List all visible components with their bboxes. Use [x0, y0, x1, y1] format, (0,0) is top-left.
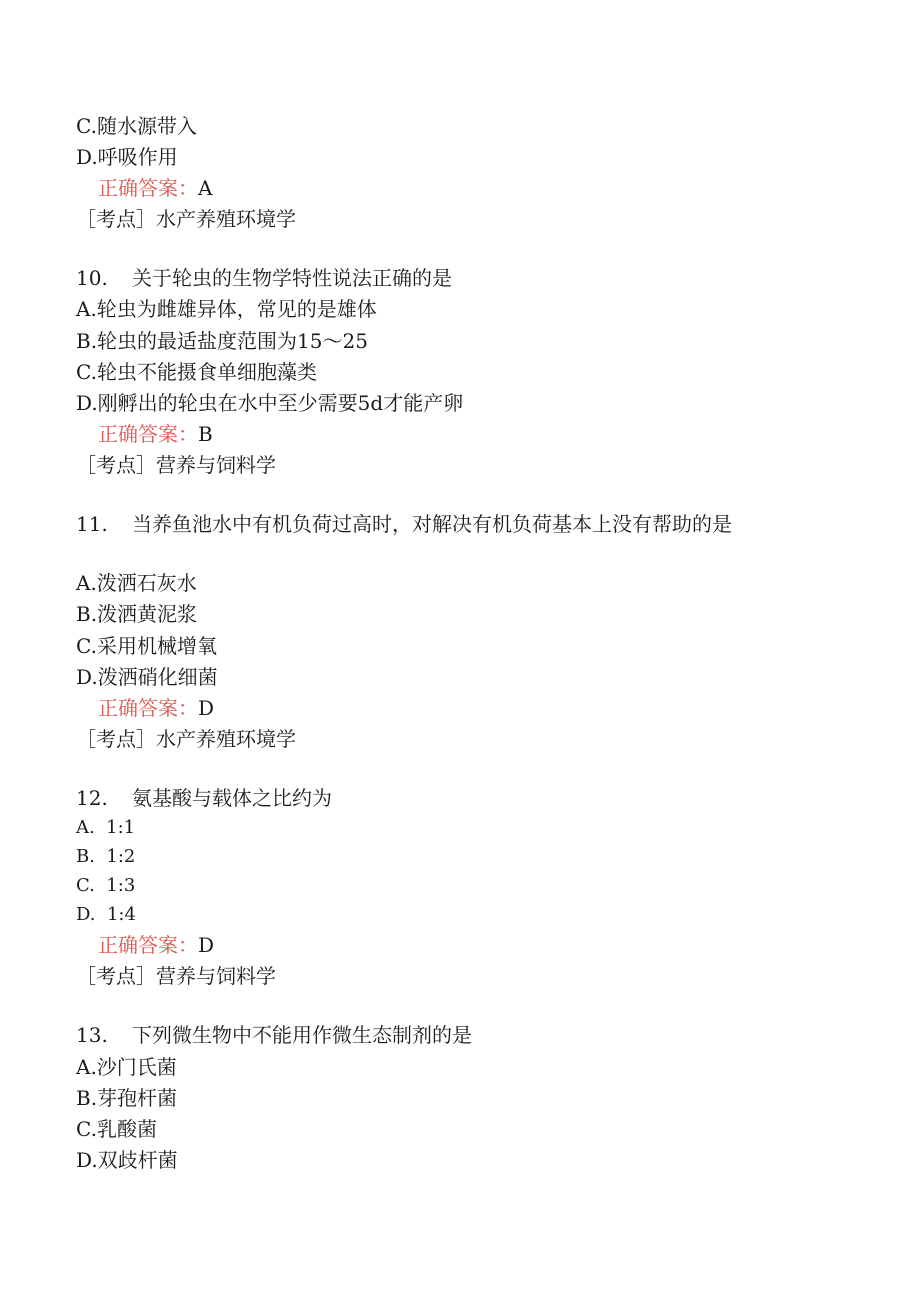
option-b: B.泼洒黄泥浆: [76, 602, 198, 626]
question-text: 当养鱼池水中有机负荷过高时，对解决有机负荷基本上没有帮助的是: [132, 512, 732, 536]
answer-value: D: [198, 933, 215, 957]
topic-label: ［考点］营养与饲料学: [76, 964, 276, 988]
option-d: D.刚孵出的轮虫在水中至少需要5d才能产卵: [76, 391, 464, 415]
question-text: 氨基酸与载体之比约为: [132, 786, 332, 810]
option-a: A. 1:1: [76, 817, 136, 838]
question-12: [76, 786, 332, 810]
option-d: D.泼洒硝化细菌: [76, 665, 218, 689]
question-13: [76, 1023, 472, 1047]
answer-value: A: [198, 176, 213, 200]
option-b: B.轮虫的最适盐度范围为15～25: [76, 329, 368, 353]
answer-label: 正确答案：: [98, 422, 198, 446]
option-d: D.呼吸作用: [76, 145, 178, 169]
answer-value: B: [198, 422, 213, 446]
option-c: C.轮虫不能摄食单细胞藻类: [76, 360, 317, 384]
question-number: 11.: [76, 512, 108, 536]
option-c: C.采用机械增氧: [76, 634, 217, 658]
question-text: 下列微生物中不能用作微生态制剂的是: [132, 1023, 472, 1047]
question-number: 10.: [76, 266, 108, 290]
topic-label: ［考点］水产养殖环境学: [76, 727, 296, 751]
question-11: [76, 512, 732, 536]
option-d: D.双歧杆菌: [76, 1148, 178, 1172]
correct-answer: [98, 176, 212, 200]
question-number: 12.: [76, 786, 108, 810]
option-c: C.随水源带入: [76, 114, 197, 138]
option-a: A.泼洒石灰水: [76, 571, 197, 595]
option-c: C.乳酸菌: [76, 1117, 157, 1141]
correct-answer: [98, 422, 213, 446]
option-b: B.芽孢杆菌: [76, 1086, 178, 1110]
question-number: 13.: [76, 1023, 108, 1047]
option-d: D. 1:4: [76, 904, 136, 925]
answer-label: 正确答案：: [98, 176, 198, 200]
option-b: B. 1:2: [76, 846, 136, 867]
answer-value: D: [198, 696, 215, 720]
option-a: A.沙门氏菌: [76, 1055, 177, 1079]
option-c: C. 1:3: [76, 875, 136, 896]
question-text: 关于轮虫的生物学特性说法正确的是: [132, 266, 452, 290]
option-a: A.轮虫为雌雄异体，常见的是雄体: [76, 297, 377, 321]
answer-label: 正确答案：: [98, 696, 198, 720]
answer-label: 正确答案：: [98, 933, 198, 957]
correct-answer: [98, 933, 214, 957]
topic-label: ［考点］水产养殖环境学: [76, 207, 296, 231]
correct-answer: [98, 696, 214, 720]
topic-label: ［考点］营养与饲料学: [76, 453, 276, 477]
question-10: [76, 266, 452, 290]
